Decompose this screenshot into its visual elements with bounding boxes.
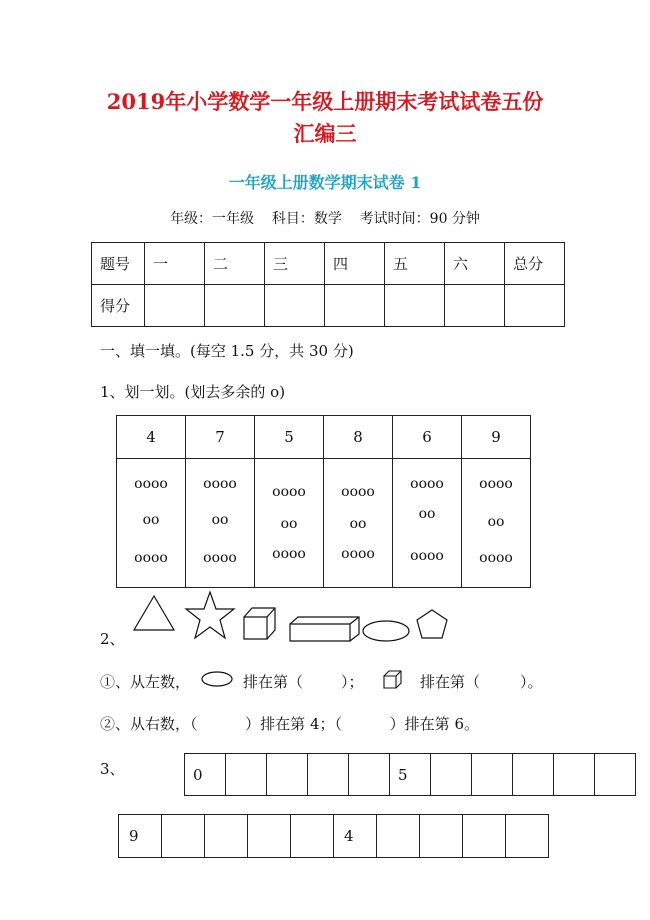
number-box[interactable] bbox=[554, 754, 595, 796]
star-shape bbox=[186, 592, 234, 638]
score-cell[interactable] bbox=[385, 285, 445, 327]
score-cell[interactable] bbox=[325, 285, 385, 327]
score-row-label: 得分 bbox=[92, 285, 145, 327]
number-box[interactable] bbox=[226, 754, 267, 796]
q1-group[interactable] bbox=[117, 459, 186, 588]
number-box[interactable] bbox=[205, 815, 248, 858]
exam-info: 年级：一年级 科目：数学 考试时间：90 分钟 bbox=[170, 211, 480, 227]
score-header: 二 bbox=[205, 243, 265, 285]
number-box[interactable] bbox=[349, 754, 390, 796]
o-row: oooo bbox=[272, 484, 306, 500]
number-box[interactable] bbox=[377, 815, 420, 858]
shapes-row bbox=[130, 590, 460, 646]
o-row: oo bbox=[211, 512, 229, 528]
score-header: 三 bbox=[265, 243, 325, 285]
score-header: 题号 bbox=[92, 243, 145, 285]
number-box[interactable] bbox=[248, 815, 291, 858]
title-line-1: 2019年小学数学一年级上册期末考试试卷五份 bbox=[106, 89, 544, 114]
ellipse-icon bbox=[200, 670, 234, 688]
score-header: 总分 bbox=[505, 243, 565, 285]
score-header: 六 bbox=[445, 243, 505, 285]
number-box[interactable]: 4 bbox=[334, 815, 377, 858]
q3-number-row-2 bbox=[118, 814, 549, 858]
q1-table bbox=[116, 415, 531, 588]
number-box[interactable] bbox=[308, 754, 349, 796]
number-box[interactable] bbox=[162, 815, 205, 858]
q1-number: 8 bbox=[324, 416, 393, 459]
o-row: oooo bbox=[134, 550, 168, 566]
score-cell[interactable] bbox=[265, 285, 325, 327]
cube-shape bbox=[244, 608, 275, 639]
number-box[interactable] bbox=[291, 815, 334, 858]
o-row: oo bbox=[418, 506, 436, 522]
question-2-part-1 bbox=[100, 671, 190, 692]
o-row: oooo bbox=[479, 550, 513, 566]
cube-icon bbox=[381, 668, 405, 690]
o-row: oooo bbox=[272, 546, 306, 562]
o-row: oooo bbox=[341, 546, 375, 562]
number-box[interactable] bbox=[472, 754, 513, 796]
q1-number: 9 bbox=[462, 416, 531, 459]
q1-number: 6 bbox=[393, 416, 462, 459]
score-cell[interactable] bbox=[505, 285, 565, 327]
score-table bbox=[91, 242, 565, 327]
number-box[interactable]: 0 bbox=[185, 754, 226, 796]
q2-line1-ask-1: 排在第（ bbox=[243, 673, 304, 691]
o-row: oooo bbox=[410, 548, 444, 564]
triangle-shape bbox=[134, 596, 174, 630]
score-header: 四 bbox=[325, 243, 385, 285]
q1-group[interactable] bbox=[186, 459, 255, 588]
score-cell[interactable] bbox=[445, 285, 505, 327]
o-row: oo bbox=[487, 514, 505, 530]
q1-number: 4 bbox=[117, 416, 186, 459]
q2-line1-close-1: ）； bbox=[341, 673, 364, 691]
q1-group[interactable] bbox=[462, 459, 531, 588]
number-box[interactable] bbox=[463, 815, 506, 858]
q2-line1-ask-2: 排在第（ bbox=[420, 673, 481, 691]
score-header: 五 bbox=[385, 243, 445, 285]
question-1: 1、划一划。(划去多余的 o) bbox=[100, 383, 286, 401]
subtitle: 一年级上册数学期末试卷 1 bbox=[228, 173, 422, 192]
score-cell[interactable] bbox=[205, 285, 265, 327]
q1-number: 7 bbox=[186, 416, 255, 459]
question-3-label: 3、 bbox=[100, 760, 125, 778]
number-box[interactable] bbox=[420, 815, 463, 858]
score-header: 一 bbox=[145, 243, 205, 285]
ellipse-shape bbox=[363, 621, 409, 641]
pentagon-shape bbox=[417, 610, 447, 638]
o-row: oooo bbox=[341, 484, 375, 500]
o-row: oo bbox=[142, 512, 160, 528]
o-row: oooo bbox=[410, 476, 444, 492]
number-box[interactable] bbox=[513, 754, 554, 796]
q1-number: 5 bbox=[255, 416, 324, 459]
question-2-part-2: ②、从右数，（ ）排在第 4；（ ）排在第 6。 bbox=[100, 715, 479, 733]
q1-group[interactable] bbox=[255, 459, 324, 588]
o-row: oooo bbox=[203, 550, 237, 566]
o-row: oooo bbox=[479, 476, 513, 492]
o-row: oooo bbox=[203, 476, 237, 492]
number-box[interactable] bbox=[595, 754, 636, 796]
o-row: oo bbox=[280, 516, 298, 532]
question-2-label: 2、 bbox=[100, 630, 125, 648]
number-box[interactable] bbox=[431, 754, 472, 796]
o-row: oooo bbox=[134, 476, 168, 492]
q2-line1-prefix: ①、从左数， bbox=[100, 673, 191, 691]
q2-line1-close-2: ）。 bbox=[520, 673, 543, 691]
number-box[interactable]: 9 bbox=[119, 815, 162, 858]
q3-number-row-1 bbox=[184, 753, 636, 796]
o-row: oo bbox=[349, 516, 367, 532]
cuboid-shape bbox=[290, 617, 359, 641]
title-line-2: 汇编三 bbox=[293, 121, 357, 146]
q1-group[interactable] bbox=[393, 459, 462, 588]
number-box[interactable]: 5 bbox=[390, 754, 431, 796]
number-box[interactable] bbox=[267, 754, 308, 796]
q1-group[interactable] bbox=[324, 459, 393, 588]
number-box[interactable] bbox=[506, 815, 549, 858]
section-1-heading: 一、填一填。(每空 1.5 分，共 30 分) bbox=[100, 342, 354, 360]
score-cell[interactable] bbox=[145, 285, 205, 327]
